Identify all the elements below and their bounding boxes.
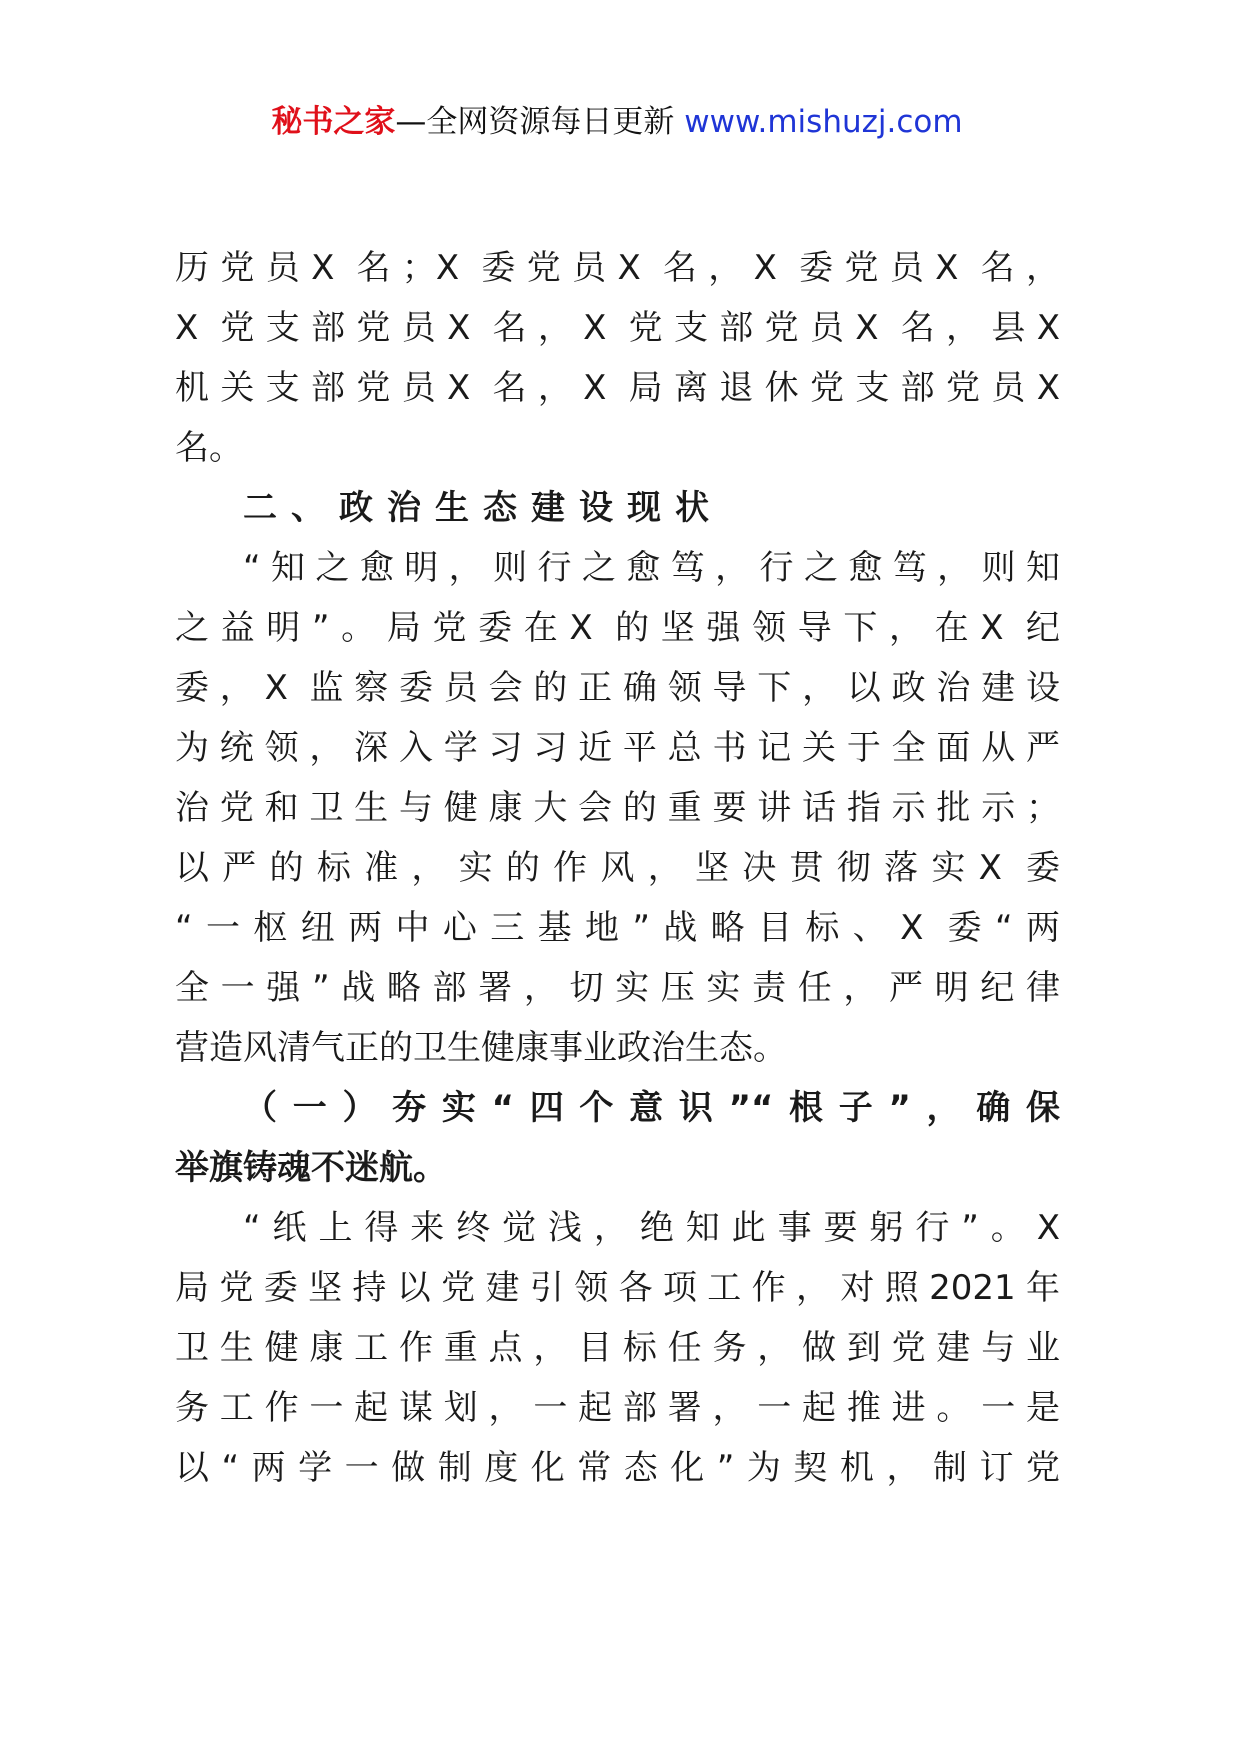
paragraph-line: X 党支部党员X 名，X 党支部党员X 名，县X (175, 308, 1060, 348)
paragraph-line: 机关支部党员X 名，X 局离退休党支部党员X (175, 368, 1060, 408)
document-body (175, 238, 1060, 1498)
paragraph-line: 历党员X 名；X 委党员X 名，X 委党员X 名， (175, 248, 1060, 288)
header-slogan: —全网资源每日更新 (395, 104, 685, 140)
section-heading: 二、政治生态建设现状 (243, 488, 723, 528)
paragraph-line: 以“两学一做制度化常态化”为契机，制订党 (175, 1448, 1060, 1488)
paragraph-line: “纸上得来终觉浅，绝知此事要躬行”。X (243, 1208, 1060, 1248)
paragraph-line: 之益明”。局党委在X 的坚强领导下，在X 纪 (175, 608, 1060, 648)
paragraph-line: “一枢纽两中心三基地”战略目标、X 委“两 (175, 908, 1060, 948)
site-header-banner (0, 100, 1234, 144)
paragraph-line: 名。 (175, 428, 243, 468)
paragraph-line: 为统领，深入学习习近平总书记关于全面从严 (175, 728, 1060, 768)
subsection-heading: （一）夯实“四个意识”“根子”，确保 (243, 1088, 1060, 1128)
paragraph-line: 以严的标准，实的作风，坚决贯彻落实X 委 (175, 848, 1060, 888)
paragraph-line: 全一强”战略部署，切实压实责任，严明纪律 (175, 968, 1060, 1008)
brand-name: 秘书之家 (271, 104, 396, 140)
paragraph-line: 务工作一起谋划，一起部署，一起推进。一是 (175, 1388, 1060, 1428)
paragraph-line: 营造风清气正的卫生健康事业政治生态。 (175, 1028, 787, 1068)
paragraph-line: 局党委坚持以党建引领各项工作，对照2021年 (175, 1268, 1060, 1308)
paragraph-line: 治党和卫生与健康大会的重要讲话指示批示； (175, 788, 1060, 828)
subsection-heading: 举旗铸魂不迷航。 (175, 1148, 447, 1188)
site-url-link[interactable]: www.mishuzj.com (684, 104, 963, 140)
paragraph-line: 卫生健康工作重点，目标任务，做到党建与业 (175, 1328, 1060, 1368)
paragraph-line: 委，X 监察委员会的正确领导下，以政治建设 (175, 668, 1060, 708)
paragraph-line: “知之愈明，则行之愈笃，行之愈笃，则知 (243, 548, 1060, 588)
